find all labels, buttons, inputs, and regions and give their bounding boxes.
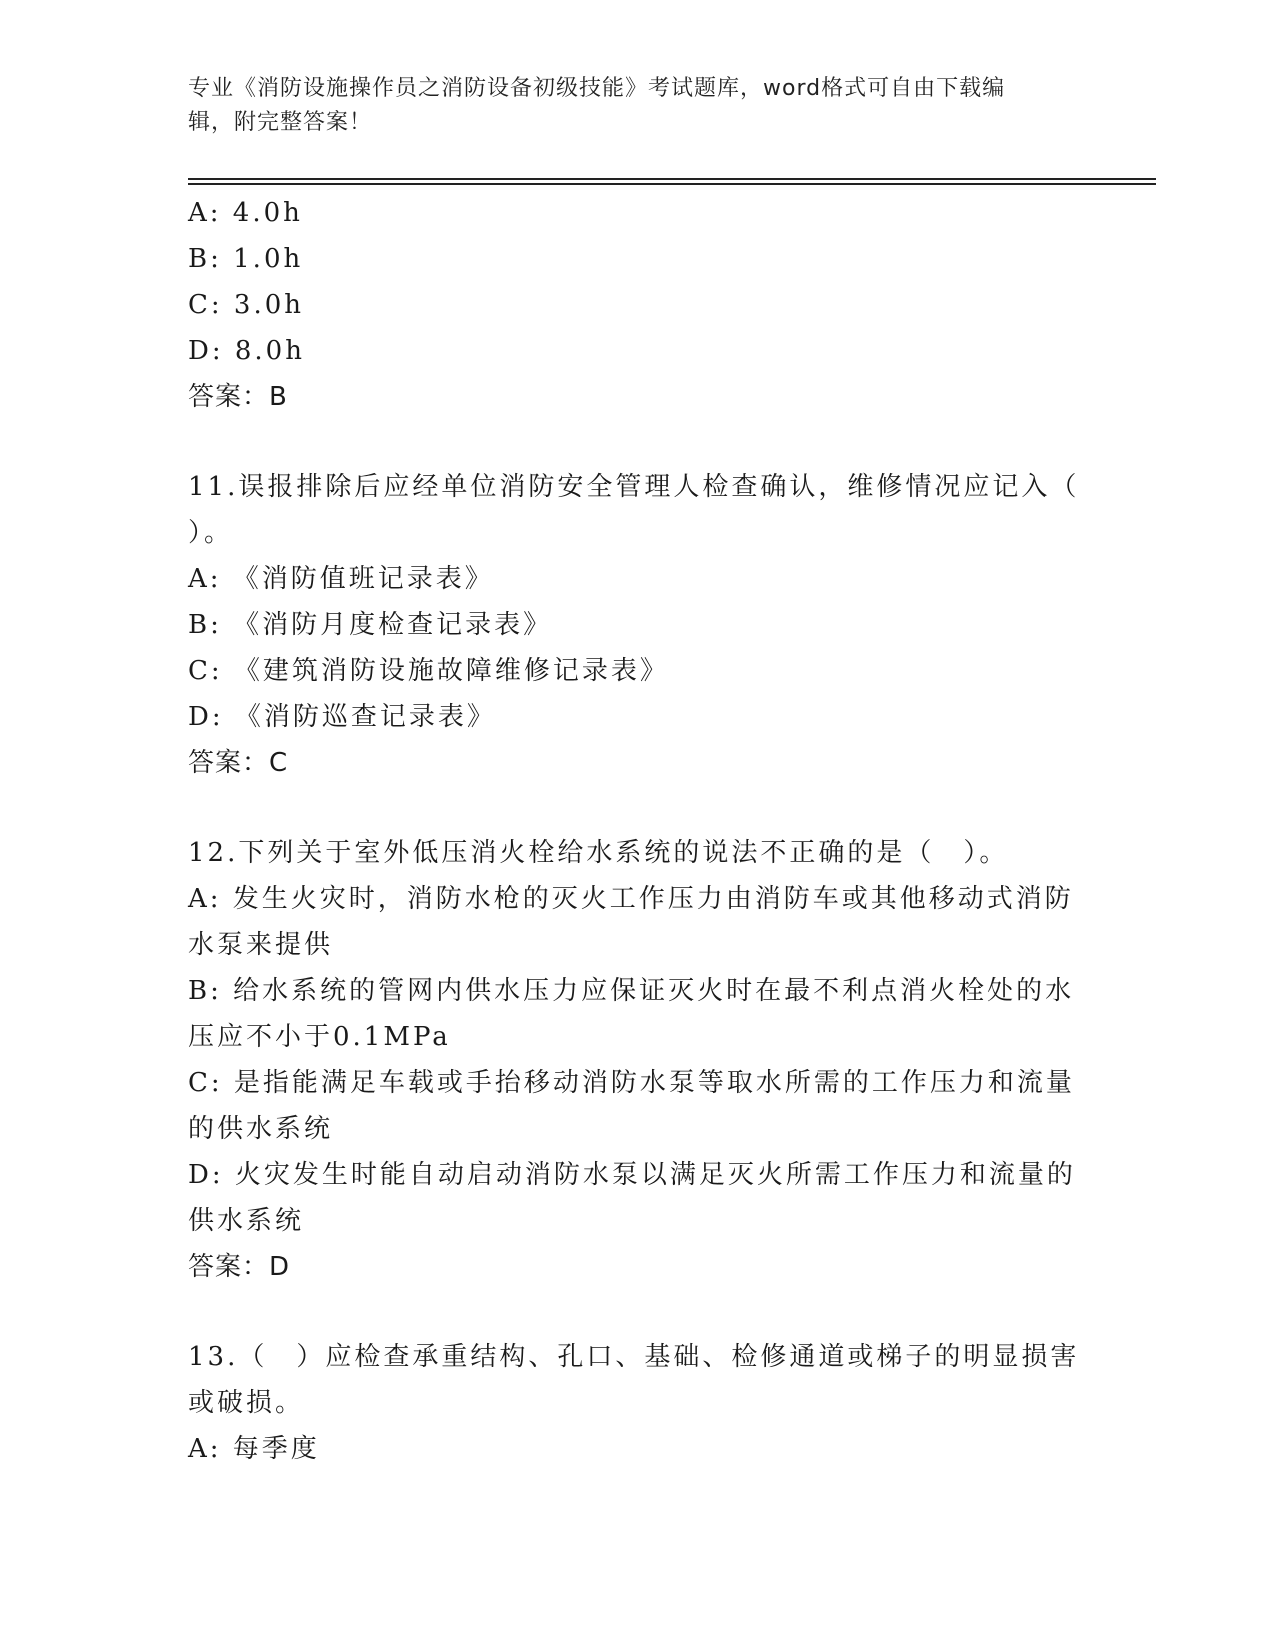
option-d-line-2: 供水系统 [188, 1206, 305, 1236]
option-c: C: 《建筑消防设施故障维修记录表》 [188, 656, 669, 686]
option-d: D: 《消防巡查记录表》 [188, 702, 496, 732]
option-c-line-1: C: 是指能满足车载或手抬移动消防水泵等取水所需的工作压力和流量 [188, 1068, 1075, 1098]
option-d: D: 8.0h [188, 336, 305, 366]
header-divider-top [188, 178, 1156, 180]
question-10 [188, 190, 1088, 420]
question-content [188, 190, 1088, 1472]
question-13 [188, 1334, 1088, 1472]
option-b-line-2: 压应不小于0.1MPa [188, 1022, 451, 1052]
spacer [188, 1290, 1088, 1334]
document-header [188, 72, 1068, 140]
option-a: A: 每季度 [188, 1434, 320, 1464]
option-b: B: 《消防月度检查记录表》 [188, 610, 553, 640]
question-stem-line-1: 13.（ ）应检查承重结构、孔口、基础、检修通道或梯子的明显损害 [188, 1342, 1080, 1372]
spacer [188, 420, 1088, 464]
option-a-line-2: 水泵来提供 [188, 930, 334, 960]
question-stem-line-1: 11.误报排除后应经单位消防安全管理人检查确认，维修情况应记入（ [188, 472, 1080, 502]
header-line-1: 专业《消防设施操作员之消防设备初级技能》考试题库，word格式可自由下载编 [188, 76, 1006, 101]
header-divider-bottom [188, 183, 1156, 185]
spacer [188, 786, 1088, 830]
header-line-2: 辑，附完整答案！ [188, 110, 373, 135]
option-a: A: 《消防值班记录表》 [188, 564, 494, 594]
option-a: A: 4.0h [188, 198, 303, 228]
question-11 [188, 464, 1088, 786]
option-b-line-1: B: 给水系统的管网内供水压力应保证灭火时在最不利点消火栓处的水 [188, 976, 1075, 1006]
answer: 答案：D [188, 1252, 291, 1282]
question-stem-line-2: 或破损。 [188, 1388, 305, 1418]
question-12 [188, 830, 1088, 1290]
option-c: C: 3.0h [188, 290, 305, 320]
question-stem-line-2: ）。 [188, 518, 234, 548]
option-b: B: 1.0h [188, 244, 304, 274]
question-stem: 12.下列关于室外低压消火栓给水系统的说法不正确的是（ ）。 [188, 838, 1009, 868]
option-d-line-1: D: 火灾发生时能自动启动消防水泵以满足灭火所需工作压力和流量的 [188, 1160, 1076, 1190]
option-c-line-2: 的供水系统 [188, 1114, 334, 1144]
answer: 答案：B [188, 382, 288, 412]
option-a-line-1: A: 发生火灾时，消防水枪的灭火工作压力由消防车或其他移动式消防 [188, 884, 1074, 914]
answer: 答案：C [188, 748, 289, 778]
